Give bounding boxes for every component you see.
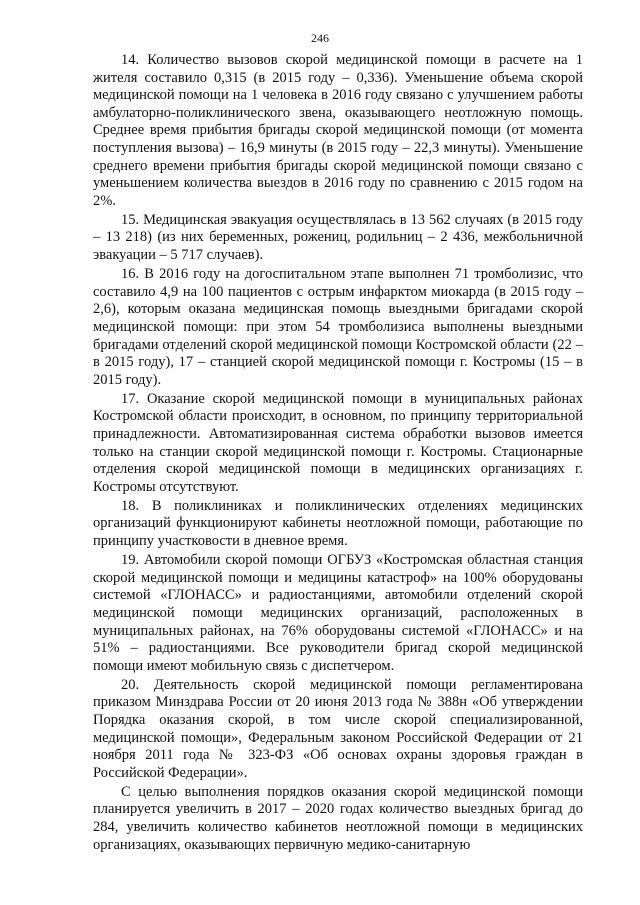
- paragraph-15: 15. Медицинская эвакуация осуществлялась в 13 562 случаях (в 2015 году – 13 218) (из них беременных, рожениц, родильниц – 2 436, межбольничной эвакуации – 5 717 случаев).: [93, 211, 583, 264]
- paragraph-18: 18. В поликлиниках и поликлинических отделениях медицинских организаций функционируют кабинеты неотложной помощи, работающие по принципу участковости в дневное время.: [93, 497, 583, 550]
- paragraph-20: 20. Деятельность скорой медицинской помощи регламентирована приказом Минздрава России от 20 июня 2013 года № 388н «Об утверждении Порядка оказания скорой, в том числе скорой специализированной, медицинской помощи», Федеральным законом Российской Федерации от 21 ноября 2011 года № 323-ФЗ «Об основах охраны здоровья граждан в Российской Федерации».: [93, 676, 583, 781]
- paragraph-conclusion: С целью выполнения порядков оказания скорой медицинской помощи планируется увеличить в 2017 – 2020 годах количество выездных бригад до 284, увеличить количество кабинетов неотложной помощи в медицинских организациях, оказывающих первичную медико-санитарную: [93, 783, 583, 853]
- paragraph-16: 16. В 2016 году на догоспитальном этапе выполнен 71 тромболизис, что составило 4,9 на 100 пациентов с острым инфарктом миокарда (в 2015 году – 2,6), которым оказана медицинская помощь выездными бригадами скорой медицинской помощи: при этом 54 тромболизиса выполнены выездными бригадами отделений скорой медицинской помощи Костромской области (22 – в 2015 году), 17 – станцией скорой медицинской помощи г. Костромы (15 – в 2015 году).: [93, 266, 583, 388]
- paragraph-17: 17. Оказание скорой медицинской помощи в муниципальных районах Костромской области происходит, в основном, по принципу территориальной принадлежности. Автоматизированная система обработки вызовов имеется только на станции скорой медицинской помощи г. Костромы. Стационарные отделения скорой медицинской помощи в медицинских организациях г. Костромы отсутствуют.: [93, 390, 583, 495]
- document-body: [93, 52, 583, 856]
- paragraph-19: 19. Автомобили скорой помощи ОГБУЗ «Костромская областная станция скорой медицинской помощи и медицины катастроф» на 100% оборудованы системой «ГЛОНАСС» и радиостанциями, автомобили отделений скорой медицинской помощи медицинских организаций, расположенных в муниципальных районах, на 76% оборудованы системой «ГЛОНАСС» и на 51% – радиостанциями. Все руководители бригад скорой медицинской помощи имеют мобильную связь с диспетчером.: [93, 552, 583, 674]
- page-number: 246: [311, 31, 329, 45]
- paragraph-14: 14. Количество вызовов скорой медицинской помощи в расчете на 1 жителя составило 0,315 (в 2015 году – 0,336). Уменьшение объема скорой медицинской помощи на 1 человека в 2016 году связано с улучшением работы амбулаторно-поликлинического звена, оказывающего неотложную помощь. Среднее время прибытия бригады скорой медицинской помощи (от момента поступления вызова) – 16,9 минуты (в 2015 году – 22,3 минуты). Уменьшение среднего времени прибытия бригады скорой медицинской помощи связано с уменьшением количества выездов в 2016 году по сравнению с 2015 годом на 2%.: [93, 52, 583, 209]
